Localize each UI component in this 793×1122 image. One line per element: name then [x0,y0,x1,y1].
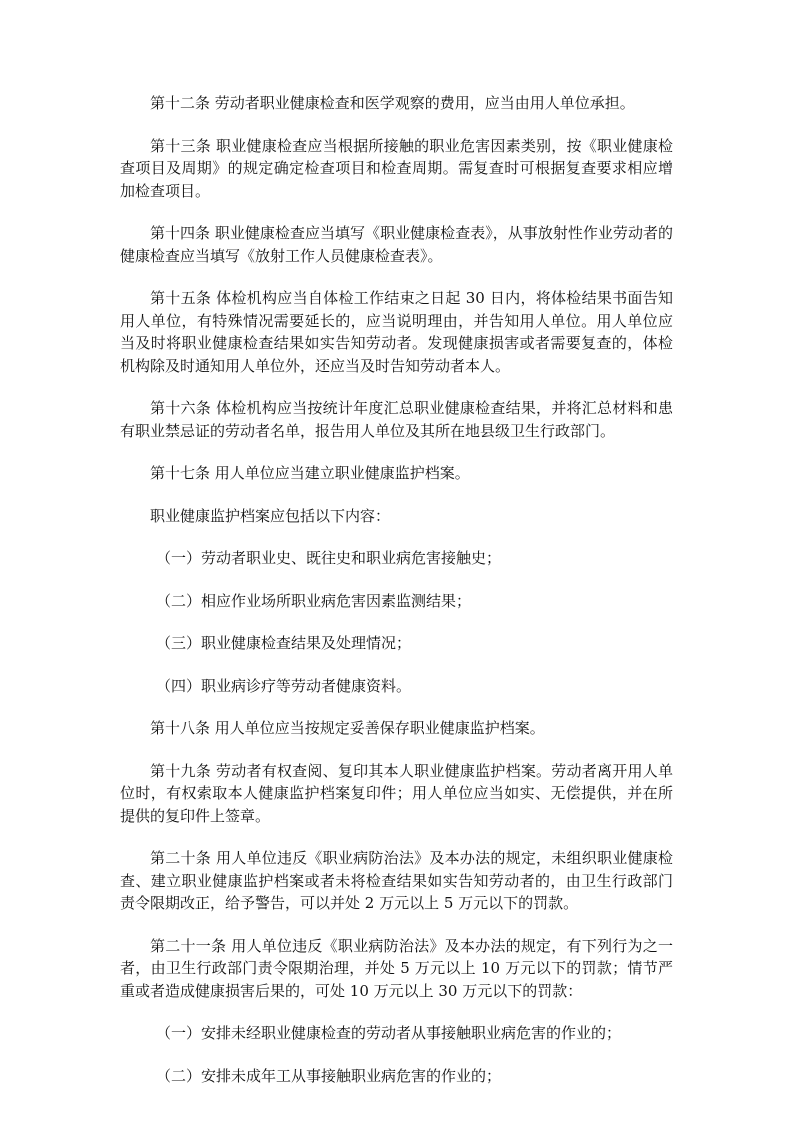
article-16: 第十六条 体检机构应当按统计年度汇总职业健康检查结果，并将汇总材料和患有职业禁忌证的劳动者名单，报告用人单位及其所在地县级卫生行政部门。 [120,399,673,440]
article-20: 第二十条 用人单位违反《职业病防治法》及本办法的规定，未组织职业健康检查、建立职业健康监护档案或者未将检查结果如实告知劳动者的，由卫生行政部门责令限期改正，给予警告，可以并处 2 万元以上 5 万元以下的罚款。 [120,849,673,912]
article-14: 第十四条 职业健康检查应当填写《职业健康检查表》，从事放射性作业劳动者的健康检查应当填写《放射工作人员健康检查表》。 [120,224,673,265]
article-18: 第十八条 用人单位应当按规定妥善保存职业健康监护档案。 [150,719,545,737]
violation-item-1: （一）安排未经职业健康检查的劳动者从事接触职业病危害的作业的； [156,1024,622,1042]
article-21: 第二十一条 用人单位违反《职业病防治法》及本办法的规定，有下列行为之一者，由卫生行政部门责令限期治理，并处 5 万元以上 10 万元以下的罚款；情节严重或者造成健康损害后果的，可处 10 万元以上 30 万元以下的罚款： [120,936,673,1000]
article-12: 第十二条 劳动者职业健康检查和医学观察的费用，应当由用人单位承担。 [150,94,635,112]
archive-contents-intro: 职业健康监护档案应包括以下内容： [150,506,391,525]
archive-item-2: （二）相应作业场所职业病危害因素监测结果； [156,591,472,610]
archive-item-4: （四）职业病诊疗等劳动者健康资料。 [156,676,412,695]
document-page [120,92,673,1107]
archive-item-1: （一）劳动者职业史、既往史和职业病危害接触史； [156,549,502,567]
article-17: 第十七条 用人单位应当建立职业健康监护档案。 [150,464,470,482]
article-15: 第十五条 体检机构应当自体检工作结束之日起 30 日内，将体检结果书面告知用人单位，有特殊情况需要延长的，应当说明理由，并告知用人单位。用人单位应当及时将职业健康检查结果如实告知劳动者。发现健康损害或者需要复查的，体检机构除及时通知用人单位外，还应当及时告知劳动者本人。 [120,289,673,375]
article-13: 第十三条 职业健康检查应当根据所接触的职业危害因素类别，按《职业健康检查项目及周期》的规定确定检查项目和检查周期。需复查时可根据复查要求相应增加检查项目。 [120,136,673,200]
archive-item-3: （三）职业健康检查结果及处理情况； [156,634,412,652]
violation-item-2: （二）安排未成年工从事接触职业病危害的作业的； [156,1066,502,1085]
article-19: 第十九条 劳动者有权查阅、复印其本人职业健康监护档案。劳动者离开用人单位时，有权索取本人健康监护档案复印件；用人单位应当如实、无偿提供，并在所提供的复印件上签章。 [120,761,673,825]
